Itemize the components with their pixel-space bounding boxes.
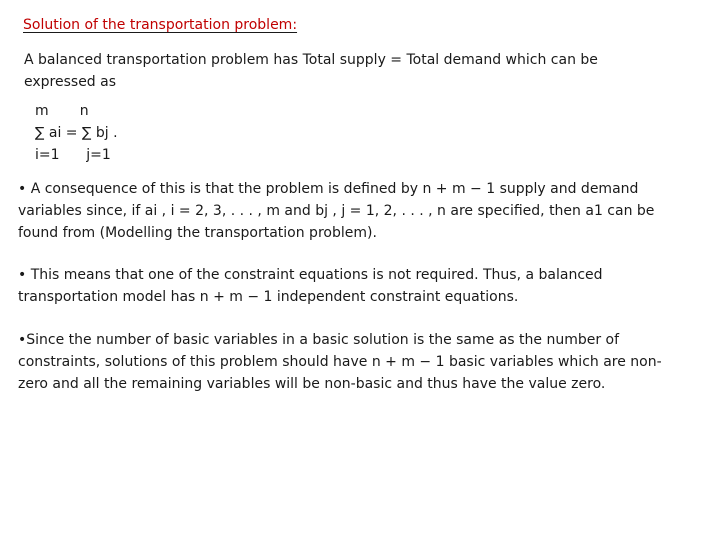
bullet-paragraph-1: • A consequence of this is that the problem is defined by n + m − 1 supply and demand variables since, if ai , i = 2, 3, . . . , m and bj , j = 1, 2, . . . , n are specified, then a1 can be found from (Modelling the transportation problem). bbox=[18, 181, 655, 241]
bullet-paragraph-2: • This means that one of the constraint equations is not required. Thus, a balanced transportation model has n + m − 1 independent constraint equations. bbox=[18, 267, 603, 305]
formula-equation: ∑ ai = ∑ bj . bbox=[35, 125, 118, 141]
summation-formula bbox=[35, 100, 118, 166]
bullet-paragraph-3: •Since the number of basic variables in a basic solution is the same as the number of constraints, solutions of this problem should have n + m − 1 basic variables which are non-zero and all the remaining variables will be non-basic and thus have the value zero. bbox=[18, 332, 662, 392]
formula-lower-limits: i=1 j=1 bbox=[35, 147, 111, 163]
slide-title: Solution of the transportation problem: bbox=[23, 17, 298, 33]
formula-upper-limits: m n bbox=[35, 103, 89, 119]
intro-text: A balanced transportation problem has Total supply = Total demand which can be expressed as bbox=[24, 52, 598, 90]
